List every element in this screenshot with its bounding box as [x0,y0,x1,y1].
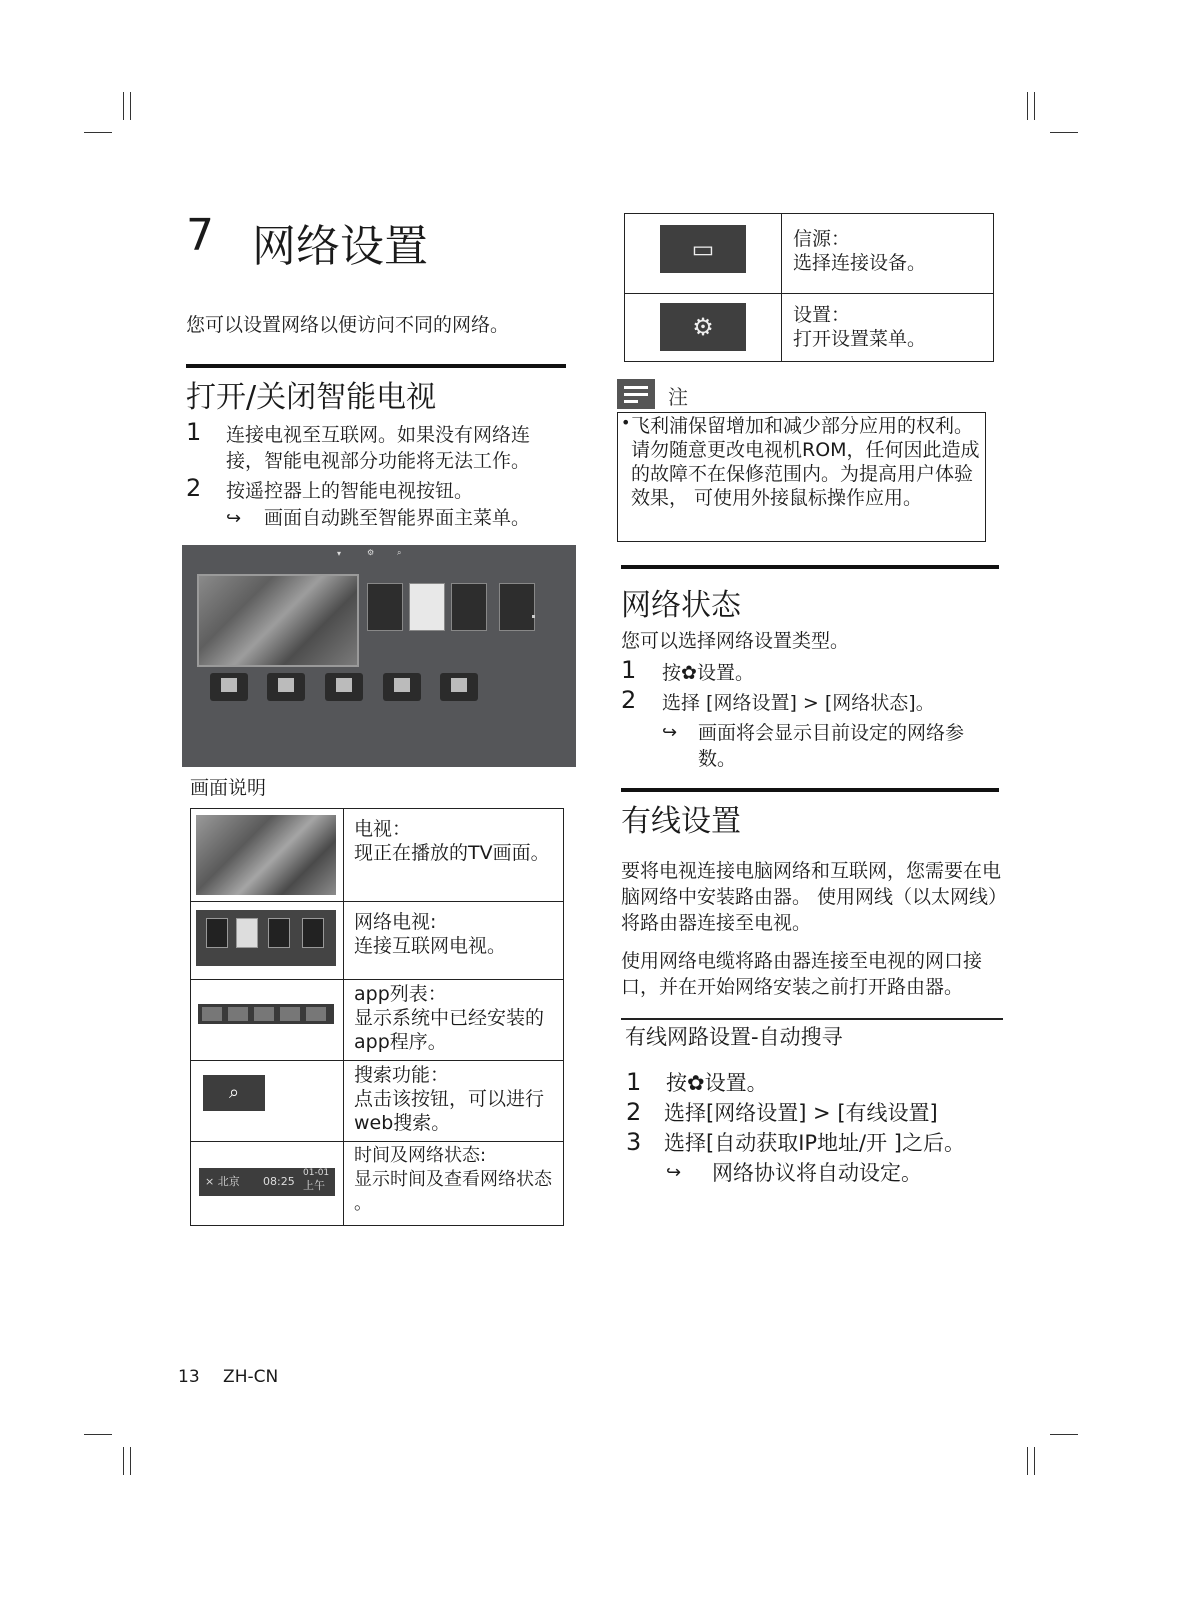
section-title-network-status: 网络状态 [621,588,741,623]
function-desc: 打开设置菜单。 [793,328,927,350]
gear-icon: ✿ [687,1071,705,1095]
time-thumb-ampm: 上午 [303,1179,325,1192]
step-text-suffix: 设置。 [696,662,754,684]
legend-desc: 连接互联网电视。 [354,935,507,957]
step-number: 3 [626,1128,642,1156]
screenshot-caption: 画面说明 [190,777,267,799]
legend-desc: 点击该按钮，可以进行web搜索。 [354,1088,545,1134]
tv-app-tile [383,673,421,701]
step-text [226,422,530,474]
time-thumb-time: 08:25 [263,1175,295,1188]
legend-desc: 显示时间及查看网络状态 。 [354,1169,552,1214]
step-result: 网络协议将自动设定。 [712,1161,922,1185]
gear-icon: ✿ [681,662,697,684]
tv-top-bar [182,545,576,565]
note-icon [617,379,655,409]
time-status-thumbnail [199,1168,335,1196]
function-desc: 选择连接设备。 [793,252,927,274]
step-text-prefix: 按 [666,1071,687,1095]
search-icon: ⌕ [397,548,402,557]
language-code: ZH-CN [223,1367,279,1387]
app-list-thumbnail [198,1004,334,1024]
section-title-wired: 有线设置 [621,804,741,839]
legend-title: 搜索功能： [354,1064,450,1086]
legend-table [190,808,564,1226]
gear-icon: ⚙ [367,548,375,557]
function-table [624,213,994,362]
tv-poster [367,583,403,631]
tv-poster [499,583,535,631]
step-number: 1 [626,1068,642,1096]
subsection-title: 有线网路设置-自动搜寻 [625,1025,843,1049]
note-box [617,412,986,542]
crop-mark [1050,1434,1078,1435]
tv-thumbnail [196,815,336,895]
tv-app-tile [325,673,363,701]
page-footer [178,1367,278,1387]
step-number: 2 [621,686,637,714]
gear-icon: ⚙ [692,313,714,341]
wifi-icon: ▾ [337,549,342,558]
step-text-prefix: 按 [662,662,682,684]
result-arrow-icon: ↪ [662,722,678,743]
crop-mark [123,1447,124,1475]
step-result: 画面将会显示目前设定的网络参数。 [698,722,965,770]
wired-paragraph: 要将电视连接电脑网络和互联网，您需要在电脑网络中安装路由器。 使用网线（以太网线）将路由器连接至电视。 [621,860,1002,934]
internet-tv-thumbnail [196,910,336,966]
crop-mark [1027,1447,1028,1475]
legend-desc: 显示系统中已经安装的app程序。 [354,1007,545,1053]
crop-mark [84,1434,112,1435]
step-number: 2 [626,1098,642,1126]
time-thumb-date: 01-01 [303,1168,330,1178]
smart-tv-screenshot [182,545,576,767]
step-number: 1 [186,418,202,446]
tv-video-thumbnail [197,574,359,667]
crop-mark [1050,132,1078,133]
source-icon-box [660,225,746,273]
chapter-number: 7 [186,210,214,261]
step-text: 选择[自动获取IP地址/开 ]之后。 [664,1131,965,1155]
legend-title: 网络电视: [354,911,437,933]
legend-title: 时间及网络状态: [354,1145,487,1166]
crop-mark [130,1447,131,1475]
crop-mark [1027,92,1028,120]
chapter-intro: 您可以设置网络以便访问不同的网络。 [186,314,510,336]
section-title-smart-tv: 打开/关闭智能电视 [186,380,437,415]
crop-mark [1034,92,1035,120]
function-title: 设置： [793,304,851,326]
tv-app-tile [267,673,305,701]
step-text-line: 连接电视至互联网。如果没有网络连 [226,424,531,446]
subsection-rule [621,1018,1003,1020]
result-arrow-icon: ↪ [226,508,242,529]
step-text: 选择[网络设置] > [有线设置] [664,1101,938,1125]
step-number: 2 [186,474,202,502]
note-text: 飞利浦保留增加和减少部分应用的权利。请勿随意更改电视机ROM，任何因此造成的故障不在保修范围内。为提高用户体验效果， 可使用外接鼠标操作应用。 [631,415,980,509]
crop-mark [130,92,131,120]
search-icon: ⌕ [228,1082,240,1103]
crop-mark [1034,1447,1035,1475]
step-text [666,1070,768,1096]
tv-app-tile [210,673,248,701]
monitor-icon: ▭ [691,235,715,263]
step-text: 选择 [网络设置] > [网络状态]。 [662,692,935,714]
legend-desc: 现正在播放的TV画面。 [354,842,550,864]
bullet-icon: • [621,413,631,432]
crop-mark [123,92,124,120]
settings-icon-box [660,303,746,351]
time-thumb-city: × 北京 [205,1175,240,1188]
function-title: 信源： [793,228,851,250]
chapter-title: 网络设置 [252,221,428,272]
legend-title: app列表： [354,983,447,1005]
step-result: 画面自动跳至智能界面主菜单。 [264,507,531,529]
result-arrow-icon: ↪ [666,1162,682,1183]
section-rule [186,364,566,368]
tv-poster [409,583,445,631]
tv-scroll-indicator [532,615,535,618]
section-rule [621,788,999,792]
wired-paragraph: 使用网络电缆将路由器连接至电视的网口接口，并在开始网络安装之前打开路由器。 [621,950,983,998]
step-text [662,660,754,686]
step-number: 1 [621,656,637,684]
tv-poster [451,583,487,631]
step-text-line: 接，智能电视部分功能将无法工作。 [226,450,531,472]
crop-mark [84,132,112,133]
tv-app-tile [440,673,478,701]
page-number: 13 [178,1367,200,1387]
step-text-suffix: 设置。 [704,1071,768,1095]
section-intro: 您可以选择网络设置类型。 [621,630,850,652]
note-label: 注 [668,385,688,409]
search-thumbnail [203,1075,265,1111]
step-text: 按遥控器上的智能电视按钮。 [226,480,474,502]
legend-title: 电视： [354,818,412,840]
section-rule [621,565,999,569]
